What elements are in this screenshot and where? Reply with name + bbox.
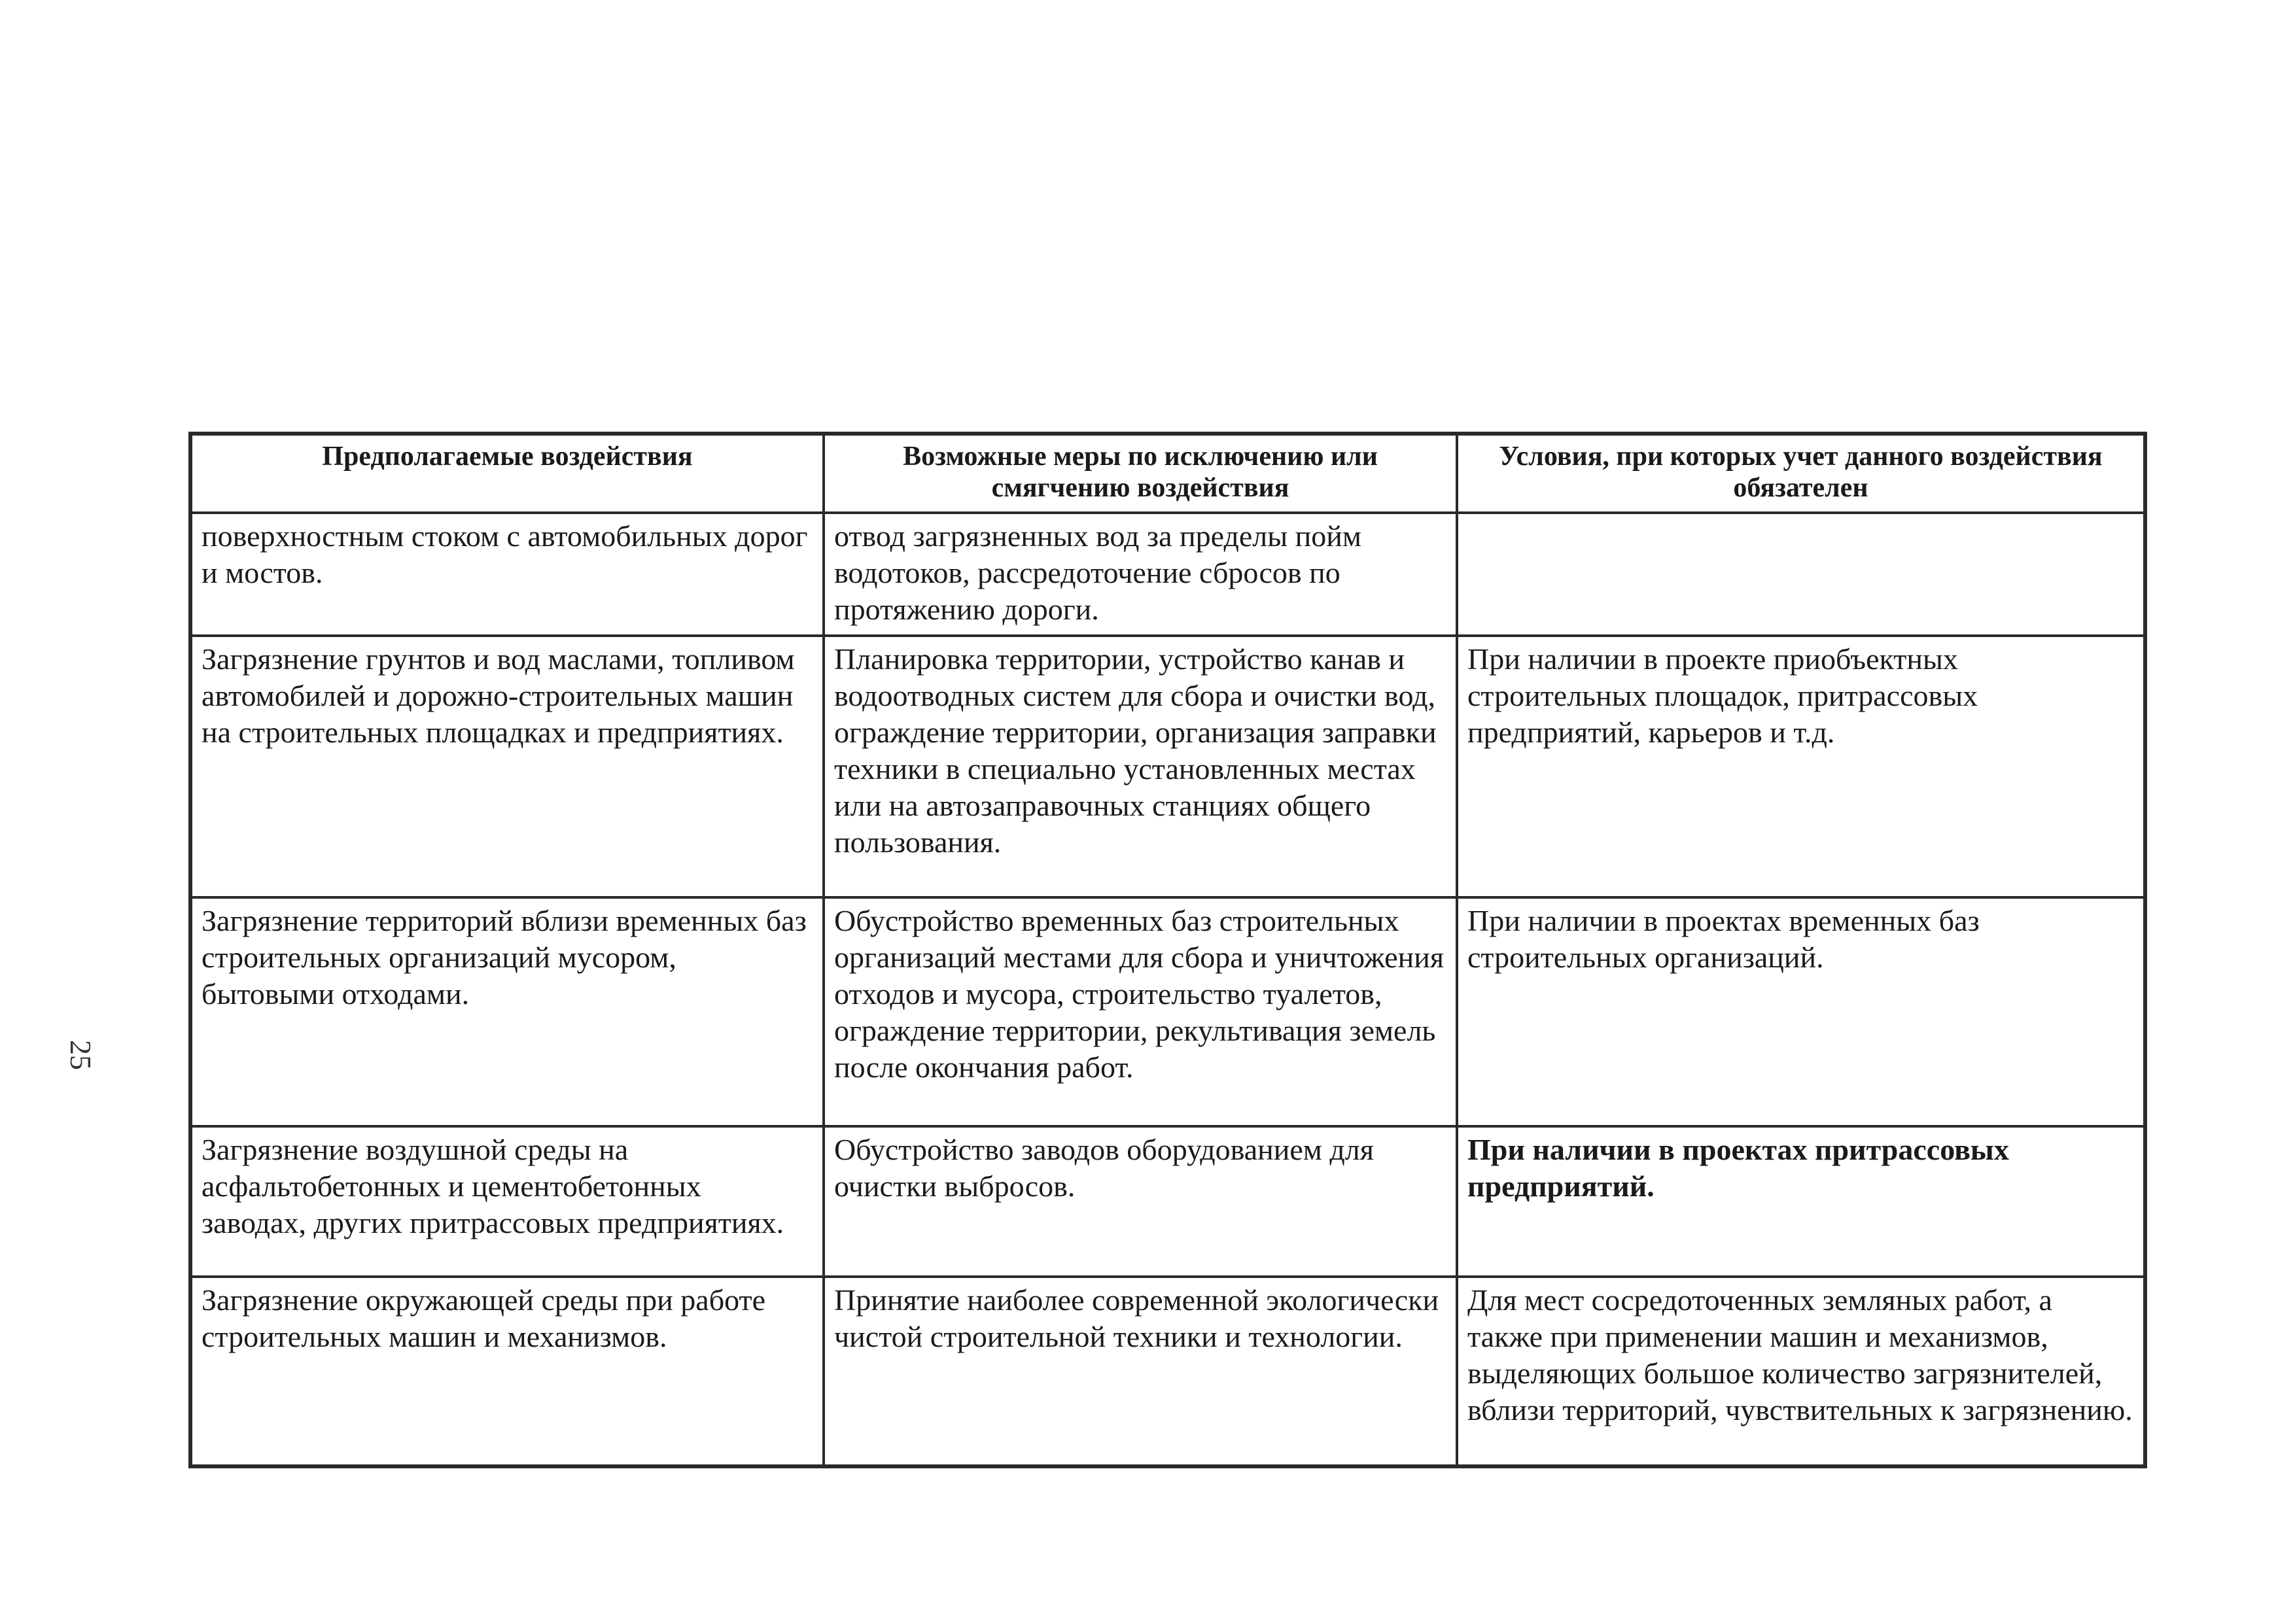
table-body xyxy=(190,513,2145,1466)
measures-cell: отвод загрязненных вод за пределы пойм водотоков, рассредоточение сбросов по протяжению дороги. xyxy=(824,513,1457,636)
measures-cell: Обустройство заводов оборудованием для очистки выбросов. xyxy=(824,1126,1457,1277)
table-row xyxy=(190,1126,2145,1277)
header-conditions: Условия, при которых учет данного воздействия обязателен xyxy=(1457,434,2145,513)
table-row xyxy=(190,897,2145,1126)
conditions-cell: При наличии в проекте приобъектных строительных площадок, притрассовых предприятий, карьеров и т.д. xyxy=(1457,636,2145,897)
table-row xyxy=(190,1277,2145,1466)
conditions-cell: Для мест сосредоточенных земляных работ, а также при применении машин и механизмов, выделяющих большое количество загрязнителей, вблизи территорий, чувствительных к загрязнению. xyxy=(1457,1277,2145,1466)
table-row xyxy=(190,636,2145,897)
header-impacts: Предполагаемые воздействия xyxy=(190,434,824,513)
conditions-cell: При наличии в проектах временных баз строительных организаций. xyxy=(1457,897,2145,1126)
conditions-cell: При наличии в проектах притрассовых предприятий. xyxy=(1457,1126,2145,1277)
table-row xyxy=(190,513,2145,636)
impact-cell: Загрязнение грунтов и вод маслами, топливом автомобилей и дорожно-строительных машин на строительных площадках и предприятиях. xyxy=(190,636,824,897)
impact-cell: Загрязнение территорий вблизи временных баз строительных организаций мусором, бытовыми отходами. xyxy=(190,897,824,1126)
impact-cell: Загрязнение окружающей среды при работе строительных машин и механизмов. xyxy=(190,1277,824,1466)
impact-cell: Загрязнение воздушной среды на асфальтобетонных и цементобетонных заводах, других притрассовых предприятиях. xyxy=(190,1126,824,1277)
impact-measures-table xyxy=(188,432,2147,1468)
measures-cell: Планировка территории, устройство канав и водоотводных систем для сбора и очистки вод, ограждение территории, организация заправки техники в специально установленных местах или на автозаправочных станциях общего пользования. xyxy=(824,636,1457,897)
measures-cell: Обустройство временных баз строительных организаций местами для сбора и уничтожения отходов и мусора, строительство туалетов, ограждение территории, рекультивация земель после окончания работ. xyxy=(824,897,1457,1126)
conditions-cell xyxy=(1457,513,2145,636)
measures-cell: Принятие наиболее современной экологически чистой строительной техники и технологии. xyxy=(824,1277,1457,1466)
impact-cell: поверхностным стоком с автомобильных дорог и мостов. xyxy=(190,513,824,636)
page-number: 25 xyxy=(64,1040,97,1070)
header-row xyxy=(190,434,2145,513)
table-header xyxy=(190,434,2145,513)
header-measures: Возможные меры по исключению или смягчению воздействия xyxy=(824,434,1457,513)
